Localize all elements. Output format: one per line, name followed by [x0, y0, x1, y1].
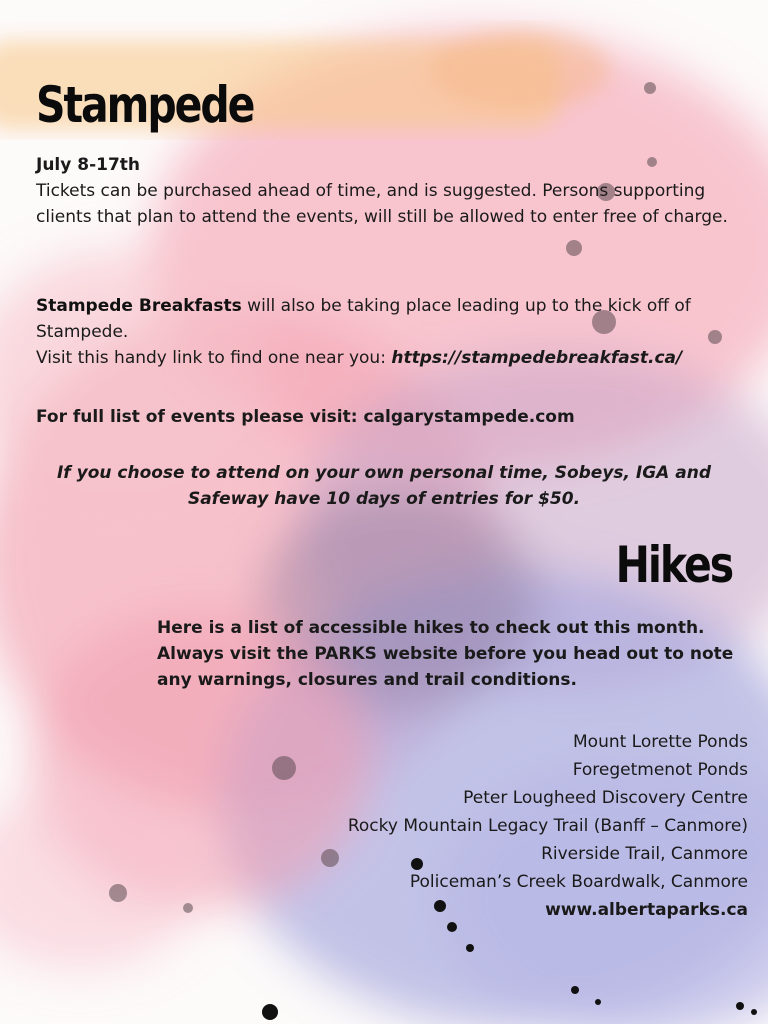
breakfast-label: Stampede Breakfasts: [36, 296, 242, 316]
hike-item: Foregetmenot Ponds: [572, 760, 748, 780]
stampede-title: Stampede: [36, 76, 254, 134]
hikes-intro: Here is a list of accessible hikes to check out this month. Always visit the PARKS website before you head out to note any warnings, closures and trail conditions.: [157, 618, 734, 690]
link-prompt: Visit this handy link to find one near you:: [36, 348, 392, 368]
breakfast-link[interactable]: https://stampedebreakfast.ca/: [391, 348, 683, 368]
hike-list: [348, 728, 748, 924]
breakfast-text: will also be taking place leading up to the kick off of Stampede.: [36, 296, 691, 342]
hike-item: Mount Lorette Ponds: [573, 732, 748, 752]
hike-item: Policeman’s Creek Boardwalk, Canmore: [409, 872, 748, 892]
hike-item: Peter Lougheed Discovery Centre: [463, 788, 748, 808]
personal-time-note: If you choose to attend on your own personal time, Sobeys, IGA and Safeway have 10 days of entries for $50.: [56, 463, 712, 509]
breakfast-paragraph: [36, 293, 746, 371]
hikes-title: Hikes: [615, 536, 732, 594]
hike-item: Riverside Trail, Canmore: [541, 844, 748, 864]
alberta-parks-link[interactable]: www.albertaparks.ca: [545, 900, 748, 920]
hike-item: Rocky Mountain Legacy Trail (Banff – Canmore): [347, 816, 748, 836]
tickets-paragraph: Tickets can be purchased ahead of time, and is suggested. Persons supporting clients that plan to attend the events, will still be allowed to enter free of charge.: [36, 181, 728, 227]
full-events-list: For full list of events please visit: calgarystampede.com: [36, 407, 575, 427]
stampede-dates: July 8-17th: [36, 155, 141, 175]
